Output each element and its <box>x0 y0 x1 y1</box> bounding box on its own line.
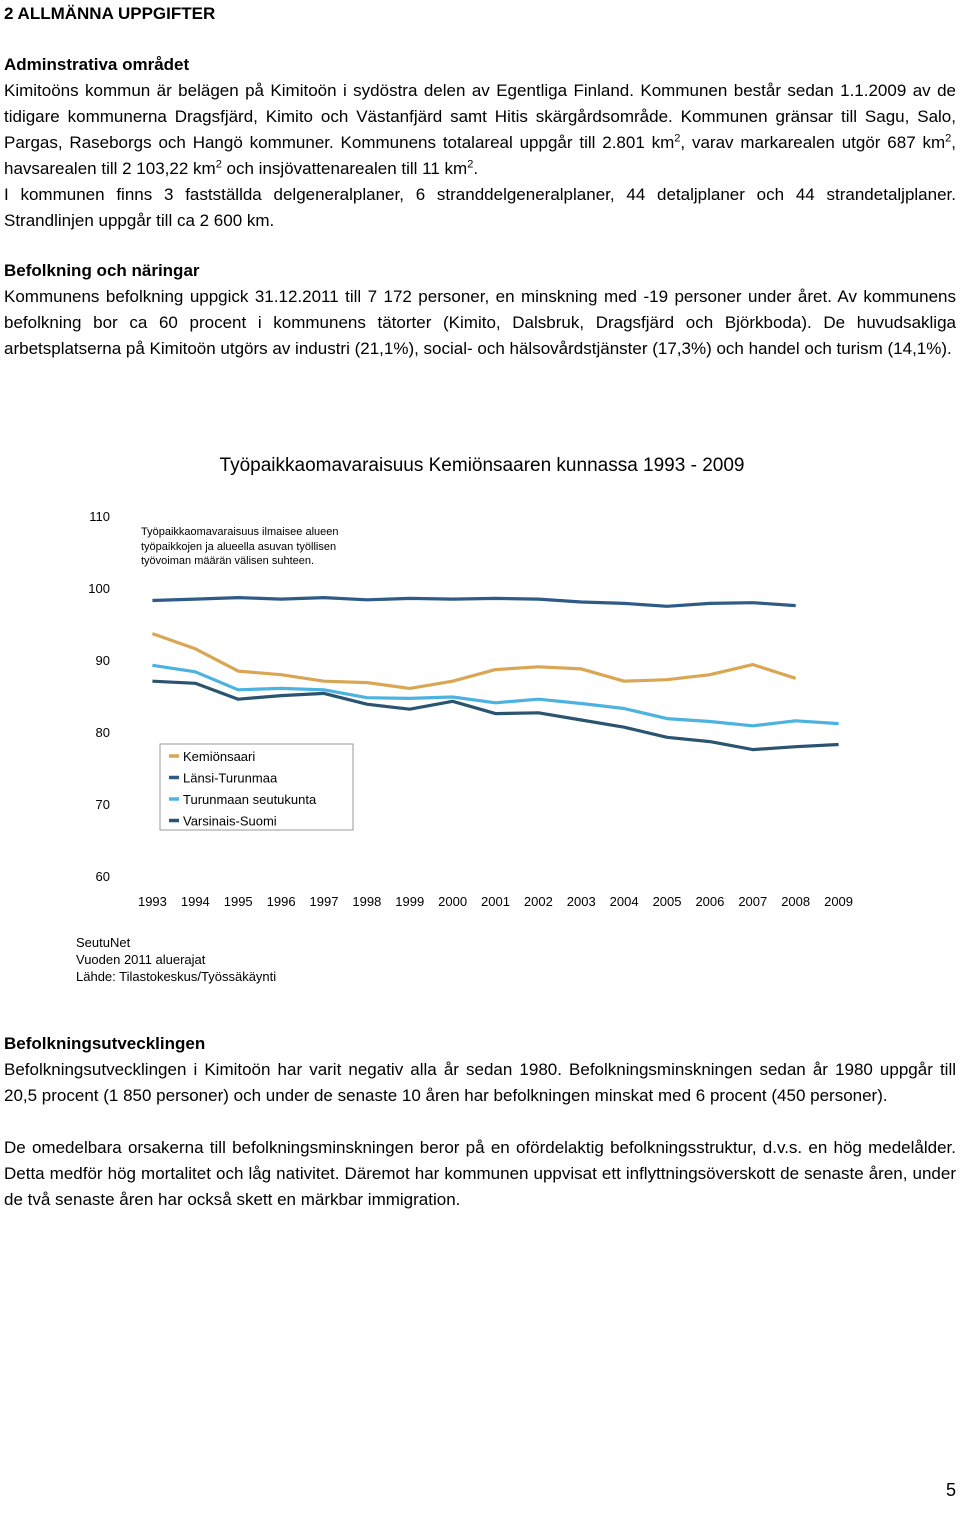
befolkning-heading: Befolkning och näringar <box>4 261 200 280</box>
x-tick-label: 2000 <box>438 894 468 909</box>
utveckling-section <box>4 1031 956 1213</box>
utveckling-heading: Befolkningsutvecklingen <box>4 1034 206 1053</box>
admin-paragraph-2: I kommunen finns 3 fastställda delgeneralplaner, 6 stranddelgeneralplaner, 44 detaljplaner och 44 strandetaljplaner. Strandlinjen uppgår till ca 2 600 km. <box>4 185 956 230</box>
chart-title: Työpaikkaomavaraisuus Kemiönsaaren kunnassa 1993 - 2009 <box>219 455 745 476</box>
series-line-kemi-nsaari <box>152 634 795 689</box>
x-tick-label: 1997 <box>309 894 339 909</box>
section-title: 2 ALLMÄNNA UPPGIFTER <box>4 4 216 23</box>
x-tick-label: 1998 <box>352 894 382 909</box>
x-tick-label: 2004 <box>609 894 639 909</box>
x-tick-label: 1994 <box>180 894 210 909</box>
x-tick-label: 2006 <box>695 894 725 909</box>
x-tick-label: 1996 <box>266 894 296 909</box>
x-tick-label: 2005 <box>652 894 682 909</box>
chart-note-line-2: työpaikkojen ja alueella asuvan työllisen <box>141 541 337 553</box>
y-tick-label: 110 <box>89 509 110 524</box>
admin-section <box>4 52 956 234</box>
source-line-3: Lähde: Tilastokeskus/Työssäkäynti <box>76 969 277 984</box>
y-tick-label: 80 <box>95 725 110 740</box>
befolkning-section <box>4 258 956 362</box>
admin-paragraph-1: Kimitoöns kommun är belägen på Kimitoön i sydöstra delen av Egentliga Finland. Kommunen består sedan 1.1.2009 av de tidigare kommunerna Dragsfjärd, Kimito och Västanfjärd samt Hitis skärgårdsområde. Kommunen gränsar till Sagu, Salo, Pargas, Raseborgs och Hangö kommuner. Kommunens totalareal uppgår till 2.801 $km^2$, varav markarealen utgör 687 $km^2$, havsarealen till 2 103,22 $km^2$ och insjövattenarealen till 11 $km^2$. <box>4 81 956 178</box>
chart-note-line-3: työvoiman määrän välisen suhteen. <box>141 555 315 567</box>
y-tick-label: 60 <box>95 869 110 884</box>
source-line-2: Vuoden 2011 aluerajat <box>76 952 206 967</box>
x-tick-label: 2001 <box>481 894 510 909</box>
chart-legend <box>160 744 353 830</box>
y-tick-label: 100 <box>88 581 110 596</box>
legend-label: Länsi-Turunmaa <box>183 770 278 786</box>
legend-label: Turunmaan seutukunta <box>183 792 317 807</box>
y-tick-label: 90 <box>95 653 110 668</box>
source-line-1: SeutuNet <box>76 935 131 950</box>
x-tick-label: 1993 <box>137 894 167 909</box>
chart-source <box>76 934 276 985</box>
utveckling-paragraph-2: De omedelbara orsakerna till befolkningsminskningen beror på en ofördelaktig befolkningsstruktur, d.v.s. en hög medelålder. Detta medför hög mortalitet och låg nativitet. Däremot har kommunen uppvisat ett inflyttningsöverskott de senaste åren, under de två senaste åren har också skett en märkbar immigration. <box>4 1138 956 1209</box>
befolkning-paragraph: Kommunens befolkning uppgick 31.12.2011 till 7 172 personer, en minskning med -19 personer under året. Av kommunens befolkning bor ca 60 procent i kommunens tätorter (Kimito, Dalsbruk, Dragsfjärd och Björkboda). De huvudsakliga arbetsplatserna på Kimitoön utgörs av industri (21,1%), social- och hälsovårdstjänster (17,3%) och handel och turism (14,1%). <box>4 287 956 358</box>
chart-note-line-1: Työpaikkaomavaraisuus ilmaisee alueen <box>141 526 339 538</box>
y-tick-label: 70 <box>95 797 110 812</box>
legend-label: Kemiönsaari <box>183 749 256 764</box>
legend-label: Varsinais-Suomi <box>183 813 277 829</box>
page-number: 5 <box>945 1480 956 1500</box>
x-tick-label: 1995 <box>223 894 253 909</box>
series-line-l-nsi-turunmaa <box>152 598 795 607</box>
x-axis <box>138 894 853 909</box>
x-tick-label: 1999 <box>395 894 425 909</box>
line-chart <box>0 440 960 1000</box>
x-tick-label: 2008 <box>781 894 811 909</box>
y-axis <box>88 509 110 884</box>
x-tick-label: 2002 <box>523 894 553 909</box>
x-tick-label: 2003 <box>566 894 596 909</box>
series-line-varsinais-suomi <box>152 681 838 749</box>
x-tick-label: 2009 <box>824 894 854 909</box>
series-line-turunmaan-seutukunta <box>152 665 838 726</box>
admin-heading: Adminstrativa området <box>4 55 190 74</box>
series-group <box>152 598 838 750</box>
x-tick-label: 2007 <box>738 894 768 909</box>
utveckling-paragraph-1: Befolkningsutvecklingen i Kimitoön har varit negativ alla år sedan 1980. Befolkningsminskningen sedan år 1980 uppgår till 20,5 procent (1 850 personer) och under de senaste 10 åren har befolkningen minskat med 6 procent (450 personer). <box>4 1060 956 1105</box>
